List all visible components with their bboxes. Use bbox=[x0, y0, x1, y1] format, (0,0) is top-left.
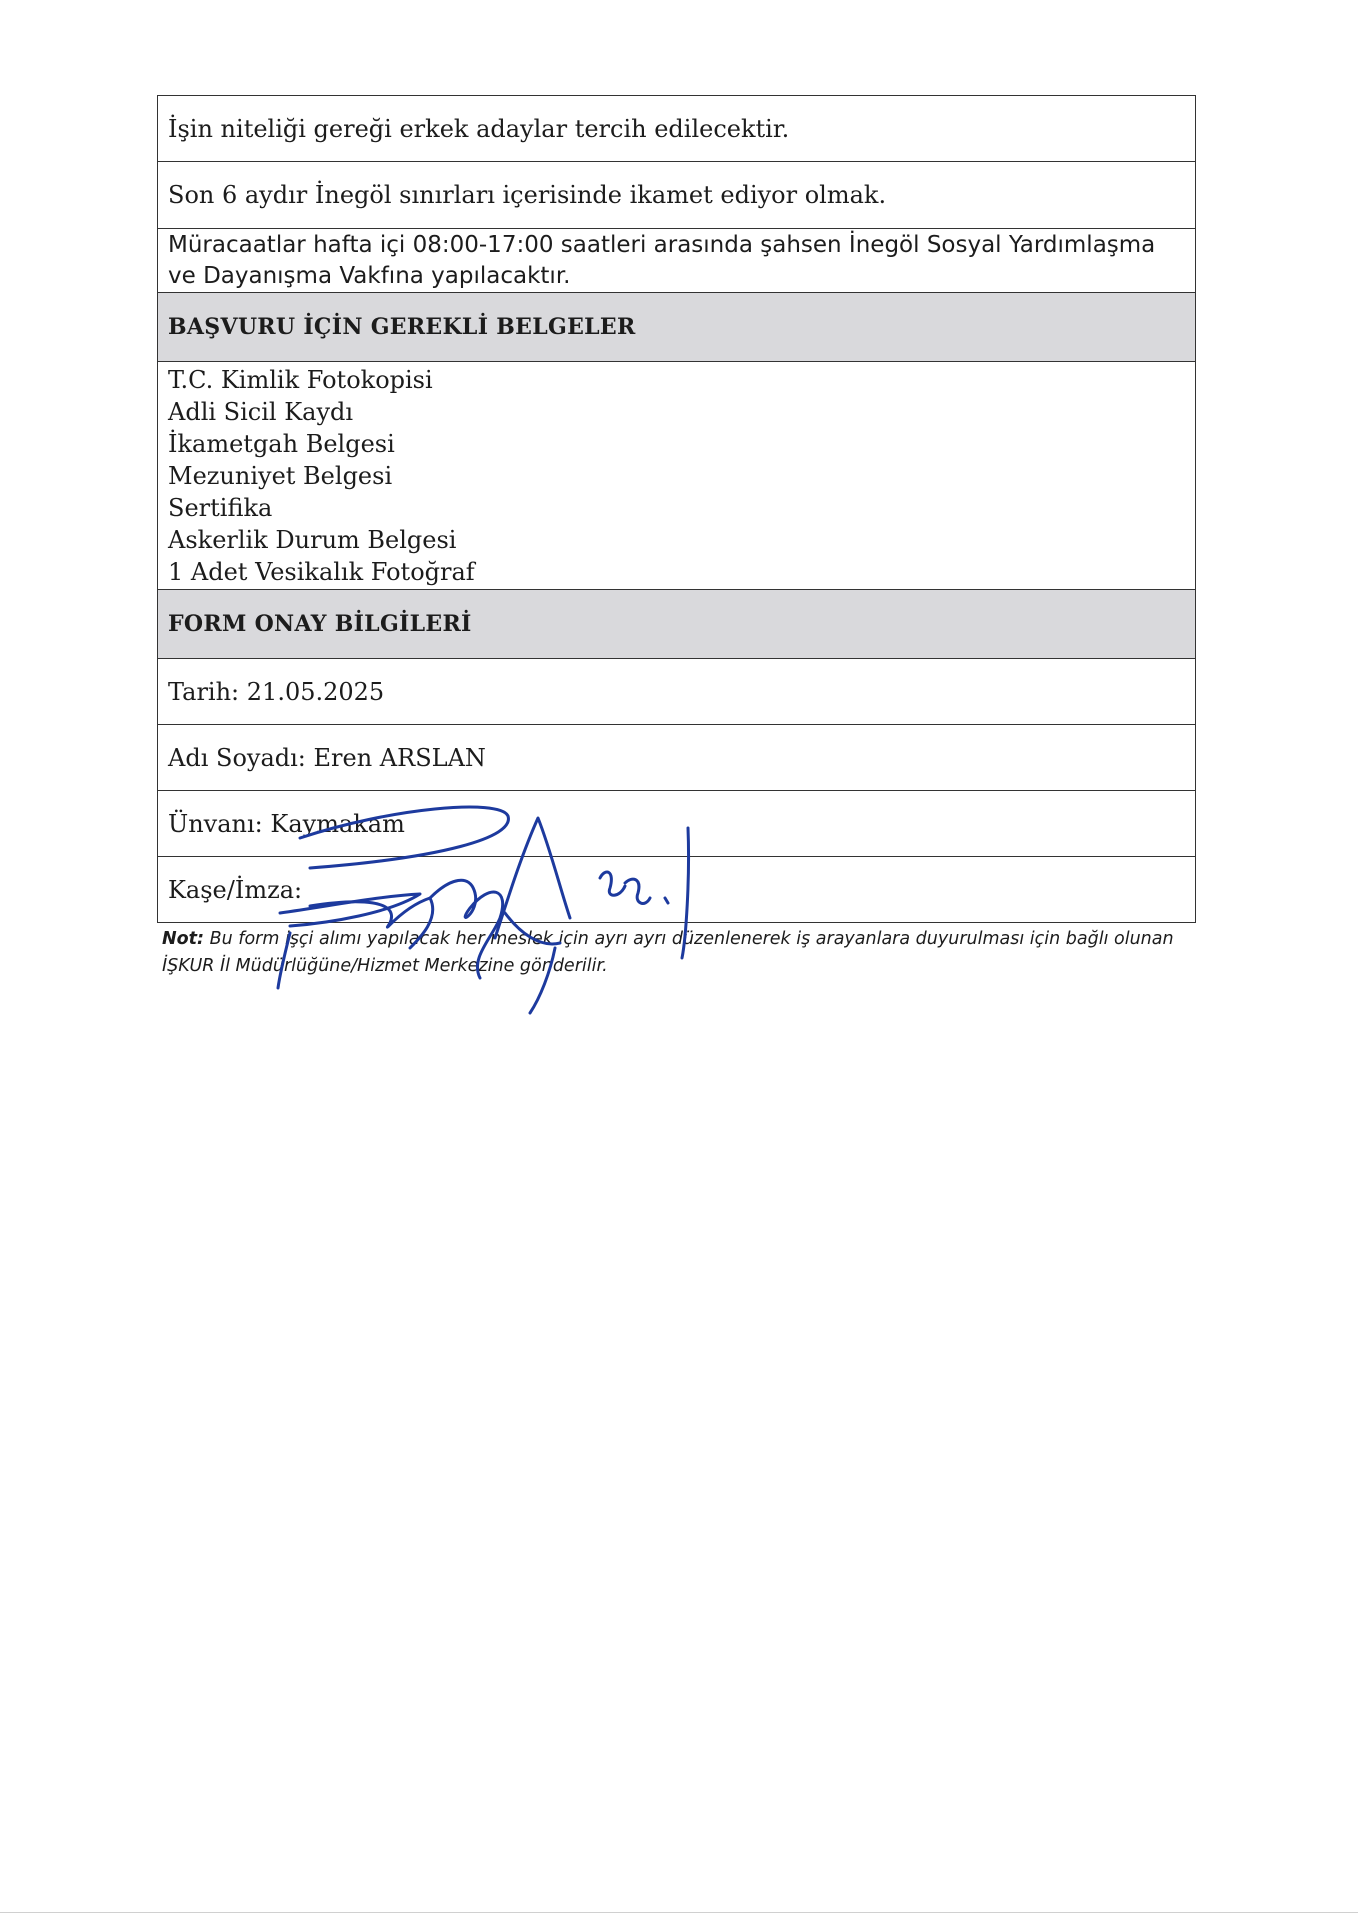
footnote-text: Bu form işçi alımı yapılacak her meslek için ayrı ayrı düzenlenerek iş arayanlara duyurulması için bağlı olunan İŞKUR İl Müdürlüğüne/Hizmet Merkezine gönderilir. bbox=[162, 929, 1174, 976]
approval-name: Adı Soyadı: Eren ARSLAN bbox=[168, 743, 486, 772]
documents-header-row bbox=[158, 293, 1195, 362]
requirement-application-row bbox=[158, 229, 1195, 293]
approval-date: Tarih: 21.05.2025 bbox=[168, 677, 385, 706]
list-item: Askerlik Durum Belgesi bbox=[168, 526, 457, 554]
requirement-gender-row bbox=[158, 96, 1195, 162]
list-item: Sertifika bbox=[168, 494, 273, 522]
handwritten-signature bbox=[270, 798, 730, 1018]
requirement-residence-text: Son 6 aydır İnegöl sınırları içerisinde ikamet ediyor olmak. bbox=[168, 181, 887, 209]
list-item: T.C. Kimlik Fotokopisi bbox=[168, 366, 433, 394]
footnote-label: Not: bbox=[162, 929, 205, 949]
documents-list bbox=[168, 364, 475, 588]
list-item: Mezuniyet Belgesi bbox=[168, 462, 393, 490]
scan-edge-line bbox=[0, 1912, 1358, 1913]
approval-header-row bbox=[158, 590, 1195, 659]
list-item: 1 Adet Vesikalık Fotoğraf bbox=[168, 558, 475, 586]
requirement-application-line1: Müracaatlar hafta içi 08:00-17:00 saatleri arasında şahsen İnegöl Sosyal Yardımlaşma bbox=[168, 232, 1156, 258]
requirement-gender-text: İşin niteliği gereği erkek adaylar tercih edilecektir. bbox=[168, 114, 790, 143]
approval-date-row bbox=[158, 659, 1195, 725]
approval-name-row bbox=[158, 725, 1195, 791]
documents-header: BAŞVURU İÇİN GEREKLİ BELGELER bbox=[168, 314, 636, 340]
approval-stamp-label: Kaşe/İmza: bbox=[168, 875, 303, 904]
list-item: İkametgah Belgesi bbox=[168, 430, 395, 458]
requirement-application-line2: ve Dayanışma Vakfına yapılacaktır. bbox=[168, 263, 571, 289]
documents-list-row bbox=[158, 362, 1195, 590]
list-item: Adli Sicil Kaydı bbox=[168, 398, 354, 426]
approval-title: Ünvanı: Kaymakam bbox=[168, 809, 405, 838]
requirement-residence-row bbox=[158, 162, 1195, 229]
approval-header: FORM ONAY BİLGİLERİ bbox=[168, 611, 472, 637]
